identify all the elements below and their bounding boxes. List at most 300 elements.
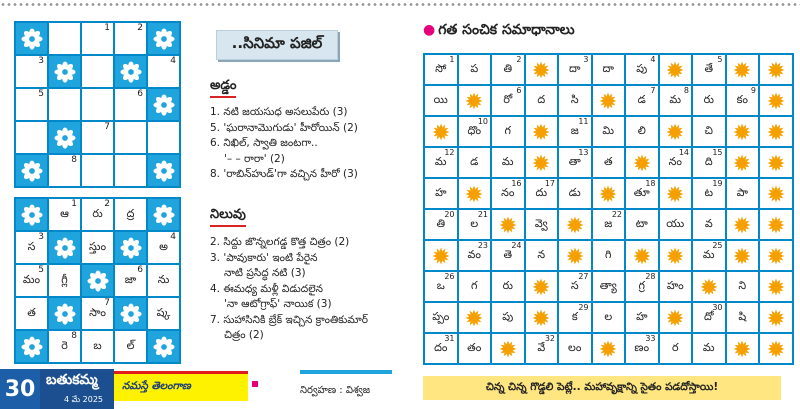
cell-letter: రు (502, 278, 513, 292)
cell-letter: బ (93, 338, 102, 352)
cell-letter: డ (470, 154, 479, 168)
clue-number: 8 (683, 86, 689, 95)
cell-letter: రు (92, 206, 103, 220)
blocked-cell (147, 330, 180, 363)
blocked-cell (659, 116, 693, 147)
answer-cell (726, 178, 760, 209)
cell-letter: ణం (634, 340, 650, 354)
clue-number: 5 (717, 55, 723, 64)
sun-icon (666, 247, 684, 265)
answer-cell (558, 85, 592, 116)
cell-letter: లం (568, 340, 582, 354)
sun-icon (700, 278, 718, 296)
sun-icon (767, 309, 785, 327)
page-number: 30 (0, 369, 40, 409)
clue-number: 22 (611, 210, 622, 219)
clue-number: 20 (444, 210, 455, 219)
blocked-cell (424, 240, 458, 271)
puzzle-title: ..సినిమా పజిల్ (216, 30, 338, 60)
blocked-cell (659, 302, 693, 333)
sun-icon (599, 340, 617, 358)
grid-cell (81, 330, 114, 363)
clue-number: 7 (104, 298, 110, 308)
answer-cell (424, 54, 458, 85)
crossword-grid-solved (14, 197, 181, 364)
cell-letter: ది (704, 154, 713, 168)
clue-number: 12 (444, 148, 455, 157)
blocked-cell (726, 209, 760, 240)
blocked-cell (491, 209, 525, 240)
grid-cell (81, 231, 114, 264)
clue-number: 30 (712, 303, 723, 312)
grid-cell (114, 264, 147, 297)
sun-icon (733, 340, 751, 358)
cell-letter: ద (537, 92, 546, 106)
answer-cell (424, 302, 458, 333)
sun-icon (566, 247, 584, 265)
cell-letter: హం (666, 278, 684, 292)
clue-number: 24 (511, 241, 522, 250)
cell-letter: త (27, 305, 36, 319)
sun-icon (767, 154, 785, 172)
cell-letter: రో (503, 92, 513, 106)
answer-cell (625, 333, 659, 364)
cell-letter: అ (159, 239, 168, 253)
grid-cell (15, 297, 48, 330)
blocked-cell (48, 55, 81, 88)
cell-letter: వం (467, 247, 481, 261)
grid-cell (81, 154, 114, 187)
clue-number: 8 (71, 155, 77, 165)
blocked-cell (147, 22, 180, 55)
answer-cell (659, 147, 693, 178)
answer-cell (458, 116, 492, 147)
sun-icon (633, 154, 651, 172)
blocked-cell (458, 85, 492, 116)
blocked-cell (659, 54, 693, 85)
answer-cell (692, 240, 726, 271)
clue-number: 7 (650, 86, 656, 95)
cell-letter: మ (702, 247, 715, 261)
blocked-cell (525, 54, 559, 85)
cell-letter: దో (703, 309, 714, 323)
clue-number: 11 (578, 117, 589, 126)
answers-title: ● గత సంచిక సమాధానాలు (423, 22, 575, 38)
cell-letter: ప్పం (432, 309, 450, 323)
cell-letter: ల (604, 309, 613, 323)
cell-letter: దా (602, 61, 614, 75)
sun-icon (733, 61, 751, 79)
answer-cell (625, 54, 659, 85)
blocked-cell (147, 198, 180, 231)
blocked-cell (525, 271, 559, 302)
sun-icon (767, 123, 785, 141)
clue-number: 3 (583, 55, 589, 64)
answer-cell (558, 116, 592, 147)
clue-text: 2. సిద్దు జొన్నలగడ్డ కొత్త చిత్రం (2) (210, 236, 350, 248)
clue-number: 28 (645, 272, 656, 281)
flower-icon (54, 127, 76, 149)
sun-icon (432, 123, 450, 141)
cell-letter: త్యా (599, 278, 617, 292)
cell-letter: తం (467, 340, 482, 354)
blocked-cell (558, 209, 592, 240)
magazine-name: బతుకమ్మ (46, 372, 98, 388)
blocked-cell (81, 264, 114, 297)
cell-letter: నం (501, 185, 515, 199)
blocked-cell (147, 154, 180, 187)
cell-letter: మ (501, 154, 514, 168)
answer-cell (558, 302, 592, 333)
grid-cell (114, 154, 147, 187)
grid-cell (81, 22, 114, 55)
clue-number: 16 (511, 179, 522, 188)
cell-letter: సి (570, 92, 579, 106)
grid-cell (81, 198, 114, 231)
cell-letter: ద్ర (126, 206, 135, 220)
blocked-cell (48, 231, 81, 264)
clue-text: 4. ఈమధ్య మళ్లీ విడుదలైన (210, 282, 324, 295)
blocked-cell (458, 178, 492, 209)
cell-letter: ట (704, 185, 713, 199)
cell-letter: కం (736, 92, 748, 106)
cell-letter: ధొం (467, 123, 482, 137)
grid-cell (147, 121, 180, 154)
answers-title-text: గత సంచిక సమాధానాలు (438, 22, 575, 38)
clue-text: నాటి ప్రసిద్ధ నటి (3) (224, 267, 306, 279)
sun-icon (767, 61, 785, 79)
clue-number: 6 (137, 89, 143, 99)
flower-icon (21, 160, 43, 182)
answer-cell (458, 333, 492, 364)
answer-cell (692, 209, 726, 240)
blocked-cell (48, 121, 81, 154)
sun-icon (767, 92, 785, 110)
across-heading: అడ్డం (210, 78, 236, 96)
clue-number: 14 (678, 148, 689, 157)
cell-letter: ర (671, 340, 679, 354)
clue-text: 3. 'పావుకారు' ఇంటి పేరైన (210, 251, 318, 264)
cell-letter: దు (535, 185, 548, 199)
cell-letter: టా (635, 216, 648, 230)
blocked-cell (759, 271, 793, 302)
clue-number: 2 (137, 23, 143, 33)
blocked-cell (726, 116, 760, 147)
clue-number: 3 (38, 56, 44, 66)
cell-letter: దం (434, 340, 448, 354)
answer-cell (558, 178, 592, 209)
blocked-cell (48, 297, 81, 330)
cell-letter: మం (22, 272, 41, 286)
answer-cell (491, 240, 525, 271)
answer-cell (525, 240, 559, 271)
flower-icon (153, 204, 175, 226)
blocked-cell (625, 240, 659, 271)
blocked-cell (114, 55, 147, 88)
cell-letter: హ (435, 185, 447, 199)
clue-number: 8 (71, 331, 77, 341)
cell-letter: న (537, 247, 546, 261)
blocked-cell (759, 240, 793, 271)
grid-cell (114, 88, 147, 121)
blocked-cell (458, 302, 492, 333)
clue-number: 4 (170, 56, 176, 66)
sun-icon (499, 340, 517, 358)
grid-cell (48, 22, 81, 55)
cell-letter: ఒ (436, 278, 445, 292)
cell-letter: స (570, 278, 579, 292)
sun-icon (767, 247, 785, 265)
clue-text: 6. నిఖిల్, స్వాతి జంటగా.. (210, 137, 318, 149)
answer-cell (625, 85, 659, 116)
blocked-cell (424, 116, 458, 147)
flower-icon (153, 94, 175, 116)
cell-letter: ప (470, 61, 479, 75)
blocked-cell (625, 147, 659, 178)
blocked-cell (759, 147, 793, 178)
blocked-cell (525, 302, 559, 333)
sun-icon (666, 309, 684, 327)
blocked-cell (147, 88, 180, 121)
clue-text: '– – రారా' (2) (224, 152, 285, 165)
answer-cell (525, 178, 559, 209)
flower-icon (21, 204, 43, 226)
cell-letter: పా (736, 185, 748, 199)
grid-cell (15, 231, 48, 264)
cell-letter: గ (504, 123, 511, 137)
sun-icon (465, 309, 483, 327)
cell-letter: తె (503, 247, 513, 261)
footer-quote: చిన్న చిన్న గొడ్డలి పెట్లే.. మహావృక్షాన్ని సైతం పడదోస్తాయి! (423, 376, 781, 400)
sun-icon (767, 185, 785, 203)
cell-letter: గ్లీ (61, 272, 68, 286)
blocked-cell (759, 333, 793, 364)
sun-icon (465, 92, 483, 110)
answer-cell (491, 54, 525, 85)
cell-letter: ని (738, 278, 747, 292)
answer-cell (558, 333, 592, 364)
cell-letter: రు (703, 92, 714, 106)
blocked-cell (726, 333, 760, 364)
sun-icon (733, 123, 751, 141)
cell-letter: యి (433, 92, 448, 106)
clue-number: 6 (137, 265, 143, 275)
blocked-cell (726, 54, 760, 85)
clue-number: 7 (104, 122, 110, 132)
grid-cell (81, 121, 114, 154)
grid-cell (114, 121, 147, 154)
grid-cell (48, 198, 81, 231)
flower-icon (120, 237, 142, 259)
clue-number: 2 (104, 199, 110, 209)
down-heading: నిలువు (210, 207, 246, 225)
cell-letter: గి (605, 247, 612, 261)
blocked-cell (592, 85, 626, 116)
blocked-cell (525, 116, 559, 147)
answer-cell (458, 271, 492, 302)
clue-number: 26 (444, 272, 455, 281)
clue-number: 23 (477, 241, 488, 250)
flower-icon (54, 237, 76, 259)
sun-icon (633, 247, 651, 265)
sun-icon (767, 216, 785, 234)
clue-number: 1 (449, 55, 455, 64)
cell-letter: మ (434, 154, 447, 168)
clue-text: 5. 'ఘరానామొగుడు' హీరోయిన్ (2) (210, 121, 358, 134)
cell-letter: స్తుం (88, 239, 107, 253)
answer-cell (625, 209, 659, 240)
answer-cell (692, 116, 726, 147)
answer-cell (726, 271, 760, 302)
cell-letter: ల్ (126, 338, 135, 352)
sun-icon (532, 309, 550, 327)
blocked-cell (15, 330, 48, 363)
crossword-grid-empty (14, 21, 181, 188)
answer-cell (692, 178, 726, 209)
magazine-tab (40, 369, 114, 409)
grid-cell (147, 55, 180, 88)
cell-letter: షి (738, 309, 747, 323)
grid-cell (114, 22, 147, 55)
answer-cell (726, 85, 760, 116)
sun-icon (532, 154, 550, 172)
sun-icon (465, 185, 483, 203)
cell-letter: చి (704, 123, 713, 137)
clue-text: 1. నటి జయసుధ అసలుపేరు (3) (210, 106, 348, 118)
cell-letter: యు (666, 216, 685, 230)
answer-cell (625, 302, 659, 333)
clue-number: 19 (712, 179, 723, 188)
answer-grid (423, 53, 794, 365)
answer-cell (424, 85, 458, 116)
cell-letter: జ (604, 216, 613, 230)
clue-number: 32 (544, 334, 555, 343)
answer-cell (491, 147, 525, 178)
grid-cell (114, 330, 147, 363)
clue-number: 27 (578, 272, 589, 281)
cell-letter: త (603, 154, 613, 168)
answer-cell (625, 116, 659, 147)
flower-icon (21, 336, 43, 358)
clue-number: 1 (104, 23, 110, 33)
blocked-cell (759, 116, 793, 147)
blocked-cell (15, 198, 48, 231)
brand-name: నమస్తే తెలంగాణ (114, 371, 248, 401)
blocked-cell (659, 178, 693, 209)
grid-cell (48, 88, 81, 121)
answer-cell (558, 54, 592, 85)
flower-icon (54, 303, 76, 325)
cell-letter: గ (471, 278, 478, 292)
cell-letter: మ (669, 92, 682, 106)
clue-number: 17 (544, 179, 555, 188)
blocked-cell (114, 297, 147, 330)
cell-letter: డ (637, 92, 646, 106)
answer-cell (692, 333, 726, 364)
answer-cell (692, 85, 726, 116)
cell-letter: మి (602, 123, 615, 137)
answer-cell (491, 178, 525, 209)
blocked-cell (114, 231, 147, 264)
sun-icon (499, 216, 517, 234)
sun-icon (432, 247, 450, 265)
sun-icon (666, 123, 684, 141)
sun-icon (666, 185, 684, 203)
sun-icon (767, 278, 785, 296)
blocked-cell (759, 302, 793, 333)
clue-number: 6 (516, 86, 522, 95)
clue-number: 25 (712, 241, 723, 250)
answer-cell (592, 271, 626, 302)
blocked-cell (592, 178, 626, 209)
answer-cell (659, 209, 693, 240)
cell-letter: వే (537, 340, 546, 354)
answer-cell (625, 271, 659, 302)
cell-letter: డు (568, 185, 581, 199)
flower-icon (153, 160, 175, 182)
cell-letter: సో (435, 61, 447, 75)
clue-text: 7. సుహాసినికి బ్రేక్ ఇచ్చిన క్రాంతికుమార్ (210, 313, 368, 326)
clue-number: 5 (38, 265, 44, 275)
sun-icon (532, 278, 550, 296)
answer-cell (558, 147, 592, 178)
flower-icon (21, 28, 43, 50)
answer-cell (692, 54, 726, 85)
blocked-cell (15, 154, 48, 187)
sun-icon (599, 185, 617, 203)
flower-icon (153, 336, 175, 358)
cell-letter: తి (436, 216, 446, 230)
grid-cell (147, 264, 180, 297)
blocked-cell (592, 333, 626, 364)
flower-icon (120, 303, 142, 325)
clue-text: చిత్రం (2) (224, 329, 264, 341)
grid-cell (147, 297, 180, 330)
cell-letter: సాం (89, 305, 106, 319)
answer-cell (592, 302, 626, 333)
answer-cell (692, 302, 726, 333)
flower-icon (153, 28, 175, 50)
cell-letter: స (27, 239, 36, 253)
answer-cell (592, 209, 626, 240)
answer-cell (458, 54, 492, 85)
answer-cell (692, 147, 726, 178)
cell-letter: రె (61, 338, 68, 352)
answer-cell (525, 333, 559, 364)
clue-text: 8. 'రాబిన్‌హుడ్'గా వచ్చిన హీరో (3) (210, 168, 358, 180)
answer-cell (625, 178, 659, 209)
blocked-cell (759, 178, 793, 209)
flower-icon (54, 61, 76, 83)
answer-cell (491, 85, 525, 116)
blocked-cell (525, 147, 559, 178)
answer-cell (458, 209, 492, 240)
cell-letter: ను (157, 272, 170, 286)
grid-cell (48, 154, 81, 187)
blocked-cell (726, 147, 760, 178)
sun-icon (733, 247, 751, 265)
clue-number: 2 (516, 55, 522, 64)
cell-letter: వ (704, 216, 713, 230)
answer-cell (659, 85, 693, 116)
grid-cell (81, 88, 114, 121)
grid-cell (81, 55, 114, 88)
cell-letter: జా (124, 272, 137, 286)
clue-number: 31 (444, 334, 455, 343)
cell-letter: తా (568, 154, 581, 168)
answer-cell (424, 209, 458, 240)
clue-number: 3 (38, 232, 44, 242)
